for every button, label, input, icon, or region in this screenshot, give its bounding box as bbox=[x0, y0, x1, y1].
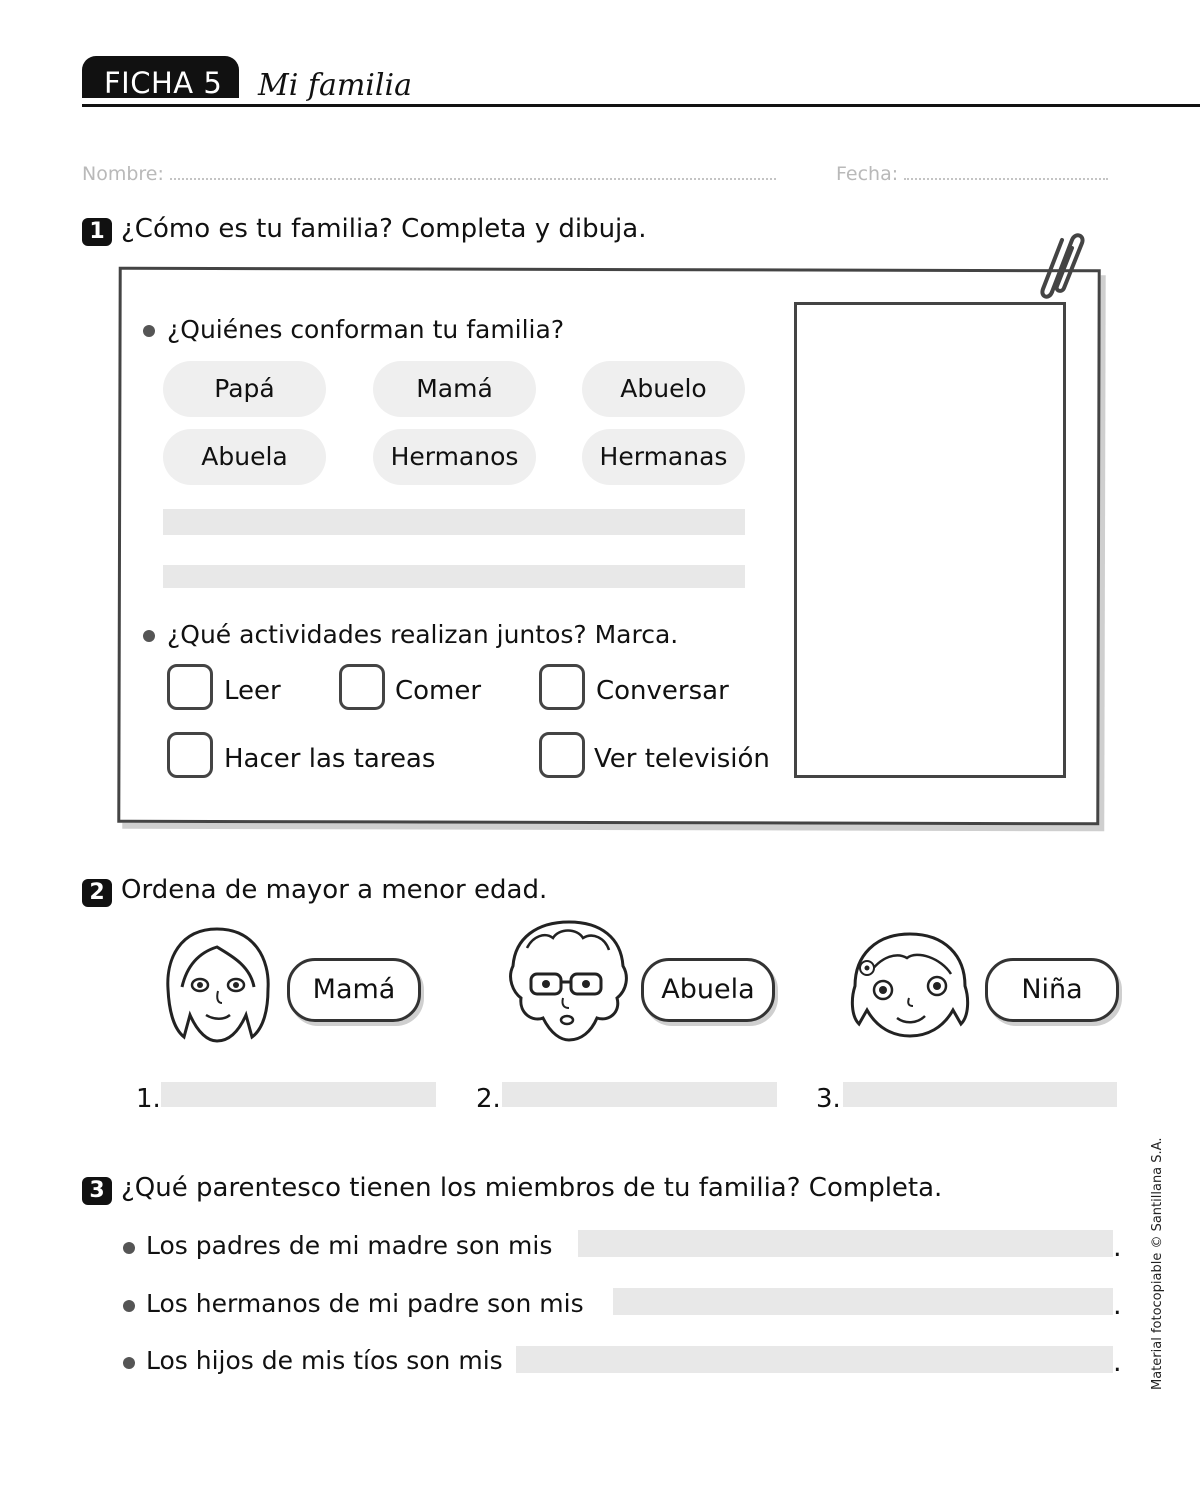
checkbox[interactable] bbox=[339, 664, 385, 710]
answer-line[interactable] bbox=[163, 509, 745, 535]
copyright-note: Material fotocopiable © Santillana S.A. bbox=[1150, 1137, 1165, 1390]
bullet-icon bbox=[123, 1300, 135, 1312]
date-dotted-line bbox=[904, 164, 1108, 180]
activities-question: ¿Qué actividades realizan juntos? Marca. bbox=[167, 620, 679, 649]
grandmother-face-icon bbox=[503, 918, 635, 1044]
end-mark: . bbox=[1113, 1290, 1122, 1321]
order-answer-line[interactable] bbox=[843, 1082, 1117, 1107]
member-option[interactable]: Papá bbox=[163, 361, 326, 417]
section-2-number: 2 bbox=[82, 879, 112, 907]
section-2-title: Ordena de mayor a menor edad. bbox=[121, 875, 548, 905]
date-field[interactable] bbox=[836, 163, 1108, 185]
bullet-icon bbox=[143, 325, 155, 337]
section-1-title: ¿Cómo es tu familia? Completa y dibuja. bbox=[121, 214, 647, 244]
ficha-label: FICHA 5 bbox=[104, 66, 223, 100]
name-dotted-line bbox=[170, 164, 776, 180]
bullet-icon bbox=[123, 1242, 135, 1254]
member-option[interactable]: Mamá bbox=[373, 361, 536, 417]
checkbox-label: Comer bbox=[395, 676, 482, 706]
name-tag: Mamá bbox=[287, 958, 421, 1022]
checkbox[interactable] bbox=[167, 732, 213, 778]
drawing-area[interactable] bbox=[794, 302, 1066, 778]
bullet-icon bbox=[123, 1357, 135, 1369]
name-field[interactable] bbox=[82, 163, 776, 185]
sentence-text: Los hijos de mis tíos son mis bbox=[146, 1346, 503, 1375]
sentence-text: Los hermanos de mi padre son mis bbox=[146, 1289, 584, 1318]
member-option[interactable]: Abuelo bbox=[582, 361, 745, 417]
sentence-text: Los padres de mi madre son mis bbox=[146, 1231, 553, 1260]
sentence-answer-line[interactable] bbox=[578, 1230, 1113, 1257]
sentence-answer-line[interactable] bbox=[613, 1288, 1113, 1315]
section-3-number: 3 bbox=[82, 1177, 112, 1205]
order-answer-line[interactable] bbox=[161, 1082, 436, 1107]
end-mark: . bbox=[1113, 1347, 1122, 1378]
header-rule bbox=[82, 104, 1200, 107]
bullet-icon bbox=[143, 630, 155, 642]
mother-face-icon bbox=[160, 925, 275, 1045]
girl-face-icon bbox=[845, 928, 975, 1040]
checkbox[interactable] bbox=[539, 732, 585, 778]
order-label: 2. bbox=[476, 1084, 501, 1114]
end-mark: . bbox=[1113, 1232, 1122, 1263]
sentence-answer-line[interactable] bbox=[516, 1346, 1113, 1373]
member-option[interactable]: Hermanas bbox=[582, 429, 745, 485]
section-3-title: ¿Qué parentesco tienen los miembros de tu familia? Completa. bbox=[121, 1173, 943, 1203]
checkbox-label: Hacer las tareas bbox=[224, 744, 436, 774]
checkbox-label: Leer bbox=[224, 676, 281, 706]
order-label: 1. bbox=[136, 1084, 161, 1114]
name-tag: Niña bbox=[985, 958, 1119, 1022]
section-1-number: 1 bbox=[82, 218, 112, 246]
checkbox-label: Conversar bbox=[596, 676, 729, 706]
order-answer-line[interactable] bbox=[502, 1082, 777, 1107]
members-question: ¿Quiénes conforman tu familia? bbox=[167, 315, 565, 344]
paperclip-icon bbox=[1038, 230, 1086, 302]
date-label: Fecha: bbox=[836, 163, 899, 185]
answer-line[interactable] bbox=[163, 565, 745, 588]
page-title: Mi familia bbox=[258, 68, 412, 103]
order-label: 3. bbox=[816, 1084, 841, 1114]
checkbox[interactable] bbox=[539, 664, 585, 710]
name-label: Nombre: bbox=[82, 163, 164, 185]
name-tag: Abuela bbox=[641, 958, 775, 1022]
member-option[interactable]: Hermanos bbox=[373, 429, 536, 485]
checkbox-label: Ver televisión bbox=[594, 744, 770, 774]
member-option[interactable]: Abuela bbox=[163, 429, 326, 485]
checkbox[interactable] bbox=[167, 664, 213, 710]
